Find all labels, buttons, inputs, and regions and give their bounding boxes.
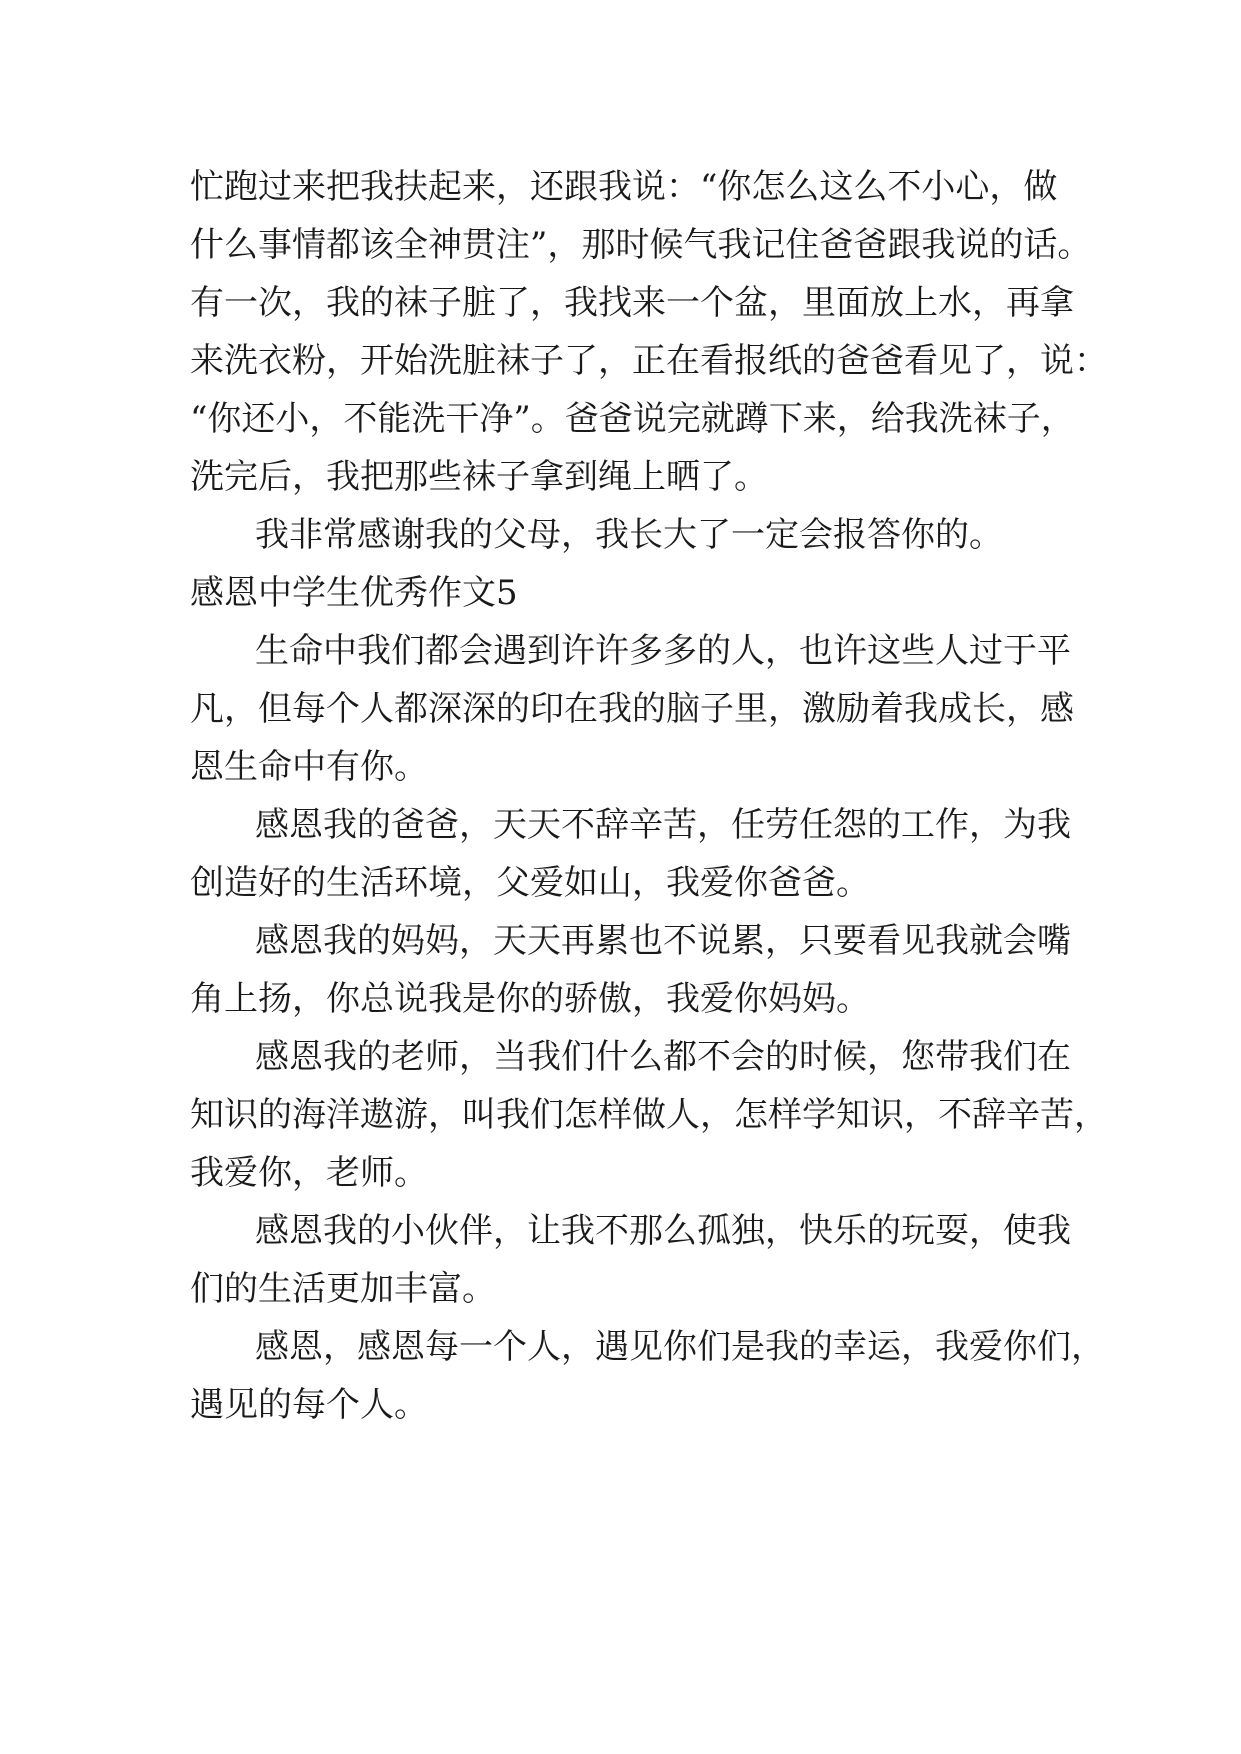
text-line: 什么事情都该全神贯注”，那时候气我记住爸爸跟我说的话。 (190, 225, 1092, 265)
text-line: 感恩我的老师，当我们什么都不会的时候，您带我们在 (255, 1037, 1071, 1077)
text-line: 感恩我的小伙伴，让我不那么孤独，快乐的玩耍，使我 (255, 1211, 1071, 1251)
text-line: 知识的海洋遨游，叫我们怎样做人，怎样学知识，不辞辛苦， (190, 1095, 1108, 1135)
section-heading: 感恩中学生优秀作文5 (190, 573, 518, 613)
text-line: 来洗衣粉，开始洗脏袜子了，正在看报纸的爸爸看见了，说： (190, 341, 1108, 381)
text-line: 角上扬，你总说我是你的骄傲，我爱你妈妈。 (190, 979, 870, 1019)
text-line: 洗完后，我把那些袜子拿到绳上晒了。 (190, 457, 768, 497)
text-line: 感恩我的妈妈，天天再累也不说累，只要看见我就会嘴 (255, 921, 1071, 961)
text-line: 有一次，我的袜子脏了，我找来一个盆，里面放上水，再拿 (190, 283, 1074, 323)
text-line: 们的生活更加丰富。 (190, 1269, 496, 1309)
text-line: 我爱你，老师。 (190, 1153, 428, 1193)
text-line: 恩生命中有你。 (190, 747, 428, 787)
text-line: “你还小，不能洗干净”。爸爸说完就蹲下来，给我洗袜子， (190, 399, 1075, 439)
text-line: 忙跑过来把我扶起来，还跟我说：“你怎么这么不小心，做 (190, 167, 1058, 207)
text-line: 我非常感谢我的父母，我长大了一定会报答你的。 (255, 515, 1003, 555)
text-line: 创造好的生活环境，父爱如山，我爱你爸爸。 (190, 863, 870, 903)
text-line: 遇见的每个人。 (190, 1385, 428, 1425)
text-line: 生命中我们都会遇到许许多多的人，也许这些人过于平 (255, 631, 1071, 671)
text-line: 感恩我的爸爸，天天不辞辛苦，任劳任怨的工作，为我 (255, 805, 1071, 845)
text-line: 凡，但每个人都深深的印在我的脑子里，激励着我成长，感 (190, 689, 1074, 729)
text-line: 感恩，感恩每一个人，遇见你们是我的幸运，我爱你们， (255, 1327, 1105, 1367)
